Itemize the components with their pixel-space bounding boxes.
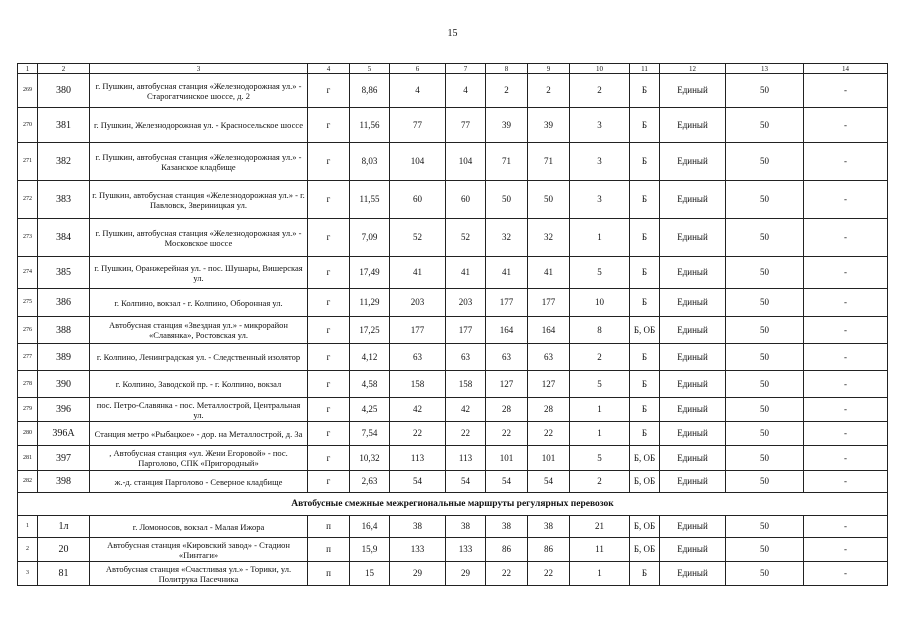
- table-row: [18, 143, 888, 181]
- cell-9: 22: [528, 562, 570, 586]
- row-index: 279: [18, 398, 38, 422]
- route-number: 380: [38, 74, 90, 108]
- column-number-4: 4: [308, 64, 350, 74]
- cell-9: 54: [528, 471, 570, 493]
- cell-7: 42: [446, 398, 486, 422]
- cell-7: 60: [446, 181, 486, 219]
- cell-13: 50: [726, 422, 804, 446]
- cell-9: 164: [528, 317, 570, 344]
- column-number-7: 7: [446, 64, 486, 74]
- cell-9: 127: [528, 371, 570, 398]
- route-length: 10,32: [350, 446, 390, 471]
- column-number-13: 13: [726, 64, 804, 74]
- route-type: г: [308, 371, 350, 398]
- cell-10: 5: [570, 371, 630, 398]
- cell-8: 71: [486, 143, 528, 181]
- cell-10: 8: [570, 317, 630, 344]
- cell-6: 42: [390, 398, 446, 422]
- cell-6: 113: [390, 446, 446, 471]
- route-path: г. Ломоносов, вокзал - Малая Ижора: [90, 516, 308, 538]
- cell-8: 54: [486, 471, 528, 493]
- cell-6: 133: [390, 538, 446, 562]
- route-path: г. Колпино, вокзал - г. Колпино, Оборонная ул.: [90, 289, 308, 317]
- cell-7: 22: [446, 422, 486, 446]
- cell-11: Б: [630, 181, 660, 219]
- route-path: г. Пушкин, Железнодорожная ул. - Красносельское шоссе: [90, 108, 308, 143]
- cell-13: 50: [726, 562, 804, 586]
- cell-10: 1: [570, 562, 630, 586]
- route-length: 11,56: [350, 108, 390, 143]
- route-path: г. Пушкин, автобусная станция «Железнодорожная ул.» - Казанское кладбище: [90, 143, 308, 181]
- route-number: 396: [38, 398, 90, 422]
- route-type: г: [308, 181, 350, 219]
- section-header-row: [18, 493, 888, 516]
- route-number: 20: [38, 538, 90, 562]
- cell-13: 50: [726, 344, 804, 371]
- route-path: г. Колпино, Заводской пр. - г. Колпино, вокзал: [90, 371, 308, 398]
- cell-7: 29: [446, 562, 486, 586]
- route-length: 15: [350, 562, 390, 586]
- route-type: г: [308, 289, 350, 317]
- cell-10: 5: [570, 446, 630, 471]
- section-title: Автобусные смежные межрегиональные маршруты регулярных перевозок: [18, 493, 888, 516]
- cell-10: 2: [570, 471, 630, 493]
- row-index: 278: [18, 371, 38, 398]
- cell-14: -: [804, 108, 888, 143]
- column-number-6: 6: [390, 64, 446, 74]
- cell-9: 101: [528, 446, 570, 471]
- cell-8: 39: [486, 108, 528, 143]
- cell-7: 63: [446, 344, 486, 371]
- tariff: Единый: [660, 257, 726, 289]
- cell-13: 50: [726, 538, 804, 562]
- route-length: 8,86: [350, 74, 390, 108]
- cell-13: 50: [726, 398, 804, 422]
- cell-6: 203: [390, 289, 446, 317]
- cell-6: 22: [390, 422, 446, 446]
- table-row: [18, 219, 888, 257]
- cell-10: 3: [570, 181, 630, 219]
- column-number-10: 10: [570, 64, 630, 74]
- row-index: 273: [18, 219, 38, 257]
- cell-13: 50: [726, 181, 804, 219]
- cell-11: Б, ОБ: [630, 471, 660, 493]
- cell-7: 177: [446, 317, 486, 344]
- cell-14: -: [804, 219, 888, 257]
- cell-8: 32: [486, 219, 528, 257]
- column-number-1: 1: [18, 64, 38, 74]
- column-number-9: 9: [528, 64, 570, 74]
- cell-9: 32: [528, 219, 570, 257]
- cell-11: Б: [630, 562, 660, 586]
- row-index: 272: [18, 181, 38, 219]
- cell-14: -: [804, 181, 888, 219]
- tariff: Единый: [660, 289, 726, 317]
- route-number: 382: [38, 143, 90, 181]
- cell-13: 50: [726, 446, 804, 471]
- tariff: Единый: [660, 471, 726, 493]
- cell-8: 22: [486, 422, 528, 446]
- row-index: 275: [18, 289, 38, 317]
- cell-14: -: [804, 257, 888, 289]
- cell-10: 10: [570, 289, 630, 317]
- cell-11: Б: [630, 422, 660, 446]
- route-type: п: [308, 562, 350, 586]
- route-path: ж.-д. станция Парголово - Северное кладбище: [90, 471, 308, 493]
- table-row: [18, 422, 888, 446]
- cell-6: 60: [390, 181, 446, 219]
- cell-8: 22: [486, 562, 528, 586]
- table-row: [18, 398, 888, 422]
- cell-7: 52: [446, 219, 486, 257]
- route-number: 396А: [38, 422, 90, 446]
- cell-14: -: [804, 317, 888, 344]
- cell-13: 50: [726, 108, 804, 143]
- cell-11: Б, ОБ: [630, 516, 660, 538]
- route-type: г: [308, 446, 350, 471]
- route-length: 4,12: [350, 344, 390, 371]
- cell-7: 77: [446, 108, 486, 143]
- cell-9: 39: [528, 108, 570, 143]
- row-index: 282: [18, 471, 38, 493]
- route-length: 4,25: [350, 398, 390, 422]
- cell-13: 50: [726, 143, 804, 181]
- tariff: Единый: [660, 538, 726, 562]
- cell-11: Б: [630, 344, 660, 371]
- route-type: г: [308, 471, 350, 493]
- route-type: г: [308, 74, 350, 108]
- tariff: Единый: [660, 398, 726, 422]
- cell-6: 38: [390, 516, 446, 538]
- cell-14: -: [804, 398, 888, 422]
- route-path: г. Пушкин, автобусная станция «Железнодорожная ул.» - Московское шоссе: [90, 219, 308, 257]
- cell-11: Б: [630, 143, 660, 181]
- tariff: Единый: [660, 143, 726, 181]
- route-number: 384: [38, 219, 90, 257]
- route-number: 398: [38, 471, 90, 493]
- cell-7: 38: [446, 516, 486, 538]
- tariff: Единый: [660, 317, 726, 344]
- route-path: Автобусная станция «Кировский завод» - Стадион «Пинтаги»: [90, 538, 308, 562]
- cell-14: -: [804, 562, 888, 586]
- cell-11: Б: [630, 289, 660, 317]
- cell-8: 38: [486, 516, 528, 538]
- cell-10: 5: [570, 257, 630, 289]
- cell-11: Б, ОБ: [630, 317, 660, 344]
- cell-11: Б: [630, 257, 660, 289]
- cell-9: 86: [528, 538, 570, 562]
- route-path: г. Пушкин, автобусная станция «Железнодорожная ул.» - Старогатчинское шоссе, д. 2: [90, 74, 308, 108]
- route-type: г: [308, 422, 350, 446]
- cell-11: Б: [630, 371, 660, 398]
- cell-6: 177: [390, 317, 446, 344]
- cell-6: 29: [390, 562, 446, 586]
- cell-13: 50: [726, 219, 804, 257]
- column-number-11: 11: [630, 64, 660, 74]
- tariff: Единый: [660, 108, 726, 143]
- table-row: [18, 257, 888, 289]
- row-index: 277: [18, 344, 38, 371]
- routes-table: [17, 63, 888, 586]
- cell-8: 101: [486, 446, 528, 471]
- cell-10: 21: [570, 516, 630, 538]
- table-row: [18, 74, 888, 108]
- tariff: Единый: [660, 181, 726, 219]
- route-number: 381: [38, 108, 90, 143]
- cell-9: 2: [528, 74, 570, 108]
- cell-6: 63: [390, 344, 446, 371]
- row-index: 281: [18, 446, 38, 471]
- tariff: Единый: [660, 446, 726, 471]
- row-index: 3: [18, 562, 38, 586]
- tariff: Единый: [660, 516, 726, 538]
- cell-13: 50: [726, 317, 804, 344]
- route-path: г. Пушкин, автобусная станция «Железнодорожная ул.» - г. Павловск, Звериницкая ул.: [90, 181, 308, 219]
- route-number: 1л: [38, 516, 90, 538]
- table-row: [18, 471, 888, 493]
- route-number: 388: [38, 317, 90, 344]
- row-index: 276: [18, 317, 38, 344]
- route-type: п: [308, 538, 350, 562]
- cell-13: 50: [726, 371, 804, 398]
- cell-10: 3: [570, 143, 630, 181]
- cell-13: 50: [726, 257, 804, 289]
- route-type: п: [308, 516, 350, 538]
- cell-6: 54: [390, 471, 446, 493]
- routes-table-body: [18, 64, 888, 586]
- cell-10: 3: [570, 108, 630, 143]
- route-length: 8,03: [350, 143, 390, 181]
- cell-6: 41: [390, 257, 446, 289]
- row-index: 1: [18, 516, 38, 538]
- column-number-12: 12: [660, 64, 726, 74]
- tariff: Единый: [660, 371, 726, 398]
- table-row: [18, 181, 888, 219]
- route-number: 385: [38, 257, 90, 289]
- route-length: 17,49: [350, 257, 390, 289]
- cell-10: 1: [570, 398, 630, 422]
- tariff: Единый: [660, 344, 726, 371]
- route-length: 4,58: [350, 371, 390, 398]
- cell-13: 50: [726, 289, 804, 317]
- cell-14: -: [804, 422, 888, 446]
- row-index: 270: [18, 108, 38, 143]
- route-type: г: [308, 398, 350, 422]
- cell-8: 28: [486, 398, 528, 422]
- table-row: [18, 562, 888, 586]
- cell-8: 177: [486, 289, 528, 317]
- cell-11: Б: [630, 108, 660, 143]
- route-number: 397: [38, 446, 90, 471]
- cell-9: 63: [528, 344, 570, 371]
- cell-8: 41: [486, 257, 528, 289]
- cell-6: 158: [390, 371, 446, 398]
- tariff: Единый: [660, 74, 726, 108]
- route-path: пос. Петро-Славянка - пос. Металлострой, Центральная ул.: [90, 398, 308, 422]
- cell-13: 50: [726, 471, 804, 493]
- route-type: г: [308, 219, 350, 257]
- cell-10: 1: [570, 422, 630, 446]
- cell-8: 127: [486, 371, 528, 398]
- route-path: , Автобусная станция «ул. Жени Егоровой» - пос. Парголово, СПК «Пригородный»: [90, 446, 308, 471]
- cell-8: 86: [486, 538, 528, 562]
- cell-8: 63: [486, 344, 528, 371]
- cell-10: 2: [570, 74, 630, 108]
- table-row: [18, 446, 888, 471]
- route-path: г. Колпино, Ленинградская ул. - Следственный изолятор: [90, 344, 308, 371]
- table-row: [18, 538, 888, 562]
- route-number: 389: [38, 344, 90, 371]
- route-type: г: [308, 143, 350, 181]
- table-row: [18, 108, 888, 143]
- cell-7: 54: [446, 471, 486, 493]
- route-path: Автобусная станция «Звездная ул.» - микрорайон «Славянка», Ростовская ул.: [90, 317, 308, 344]
- tariff: Единый: [660, 422, 726, 446]
- route-path: г. Пушкин, Оранжерейная ул. - пос. Шушары, Вишерская ул.: [90, 257, 308, 289]
- cell-7: 4: [446, 74, 486, 108]
- route-length: 2,63: [350, 471, 390, 493]
- cell-6: 77: [390, 108, 446, 143]
- cell-10: 1: [570, 219, 630, 257]
- cell-14: -: [804, 371, 888, 398]
- cell-7: 203: [446, 289, 486, 317]
- table-row: [18, 317, 888, 344]
- cell-9: 71: [528, 143, 570, 181]
- column-number-5: 5: [350, 64, 390, 74]
- cell-6: 52: [390, 219, 446, 257]
- row-index: 2: [18, 538, 38, 562]
- route-type: г: [308, 257, 350, 289]
- table-row: [18, 344, 888, 371]
- cell-14: -: [804, 289, 888, 317]
- cell-10: 2: [570, 344, 630, 371]
- column-number-3: 3: [90, 64, 308, 74]
- cell-13: 50: [726, 516, 804, 538]
- column-number-2: 2: [38, 64, 90, 74]
- cell-14: -: [804, 143, 888, 181]
- table-row: [18, 516, 888, 538]
- route-length: 11,29: [350, 289, 390, 317]
- cell-9: 177: [528, 289, 570, 317]
- route-number: 383: [38, 181, 90, 219]
- route-length: 7,09: [350, 219, 390, 257]
- cell-14: -: [804, 344, 888, 371]
- cell-9: 38: [528, 516, 570, 538]
- route-length: 16,4: [350, 516, 390, 538]
- route-type: г: [308, 108, 350, 143]
- cell-14: -: [804, 74, 888, 108]
- route-length: 17,25: [350, 317, 390, 344]
- tariff: Единый: [660, 562, 726, 586]
- route-path: Станция метро «Рыбацкое» - дор. на Металлострой, д. 3а: [90, 422, 308, 446]
- column-number-8: 8: [486, 64, 528, 74]
- route-number: 81: [38, 562, 90, 586]
- route-length: 7,54: [350, 422, 390, 446]
- tariff: Единый: [660, 219, 726, 257]
- row-index: 274: [18, 257, 38, 289]
- cell-7: 104: [446, 143, 486, 181]
- route-number: 386: [38, 289, 90, 317]
- cell-9: 41: [528, 257, 570, 289]
- cell-14: -: [804, 446, 888, 471]
- cell-7: 113: [446, 446, 486, 471]
- cell-14: -: [804, 516, 888, 538]
- cell-11: Б, ОБ: [630, 538, 660, 562]
- route-length: 11,55: [350, 181, 390, 219]
- cell-10: 11: [570, 538, 630, 562]
- page-number: 15: [447, 28, 458, 39]
- cell-14: -: [804, 538, 888, 562]
- cell-13: 50: [726, 74, 804, 108]
- table-row: [18, 371, 888, 398]
- row-index: 269: [18, 74, 38, 108]
- route-number: 390: [38, 371, 90, 398]
- cell-9: 50: [528, 181, 570, 219]
- cell-6: 104: [390, 143, 446, 181]
- cell-11: Б, ОБ: [630, 446, 660, 471]
- route-path: Автобусная станция «Счастливая ул.» - Торики, ул. Политрука Пасечника: [90, 562, 308, 586]
- cell-11: Б: [630, 219, 660, 257]
- cell-9: 22: [528, 422, 570, 446]
- cell-7: 133: [446, 538, 486, 562]
- header-row: [18, 64, 888, 74]
- cell-8: 2: [486, 74, 528, 108]
- table-row: [18, 289, 888, 317]
- cell-6: 4: [390, 74, 446, 108]
- column-number-14: 14: [804, 64, 888, 74]
- route-type: г: [308, 317, 350, 344]
- row-index: 280: [18, 422, 38, 446]
- cell-11: Б: [630, 74, 660, 108]
- cell-14: -: [804, 471, 888, 493]
- route-length: 15,9: [350, 538, 390, 562]
- cell-8: 164: [486, 317, 528, 344]
- cell-9: 28: [528, 398, 570, 422]
- cell-7: 158: [446, 371, 486, 398]
- row-index: 271: [18, 143, 38, 181]
- cell-8: 50: [486, 181, 528, 219]
- cell-11: Б: [630, 398, 660, 422]
- cell-7: 41: [446, 257, 486, 289]
- route-type: г: [308, 344, 350, 371]
